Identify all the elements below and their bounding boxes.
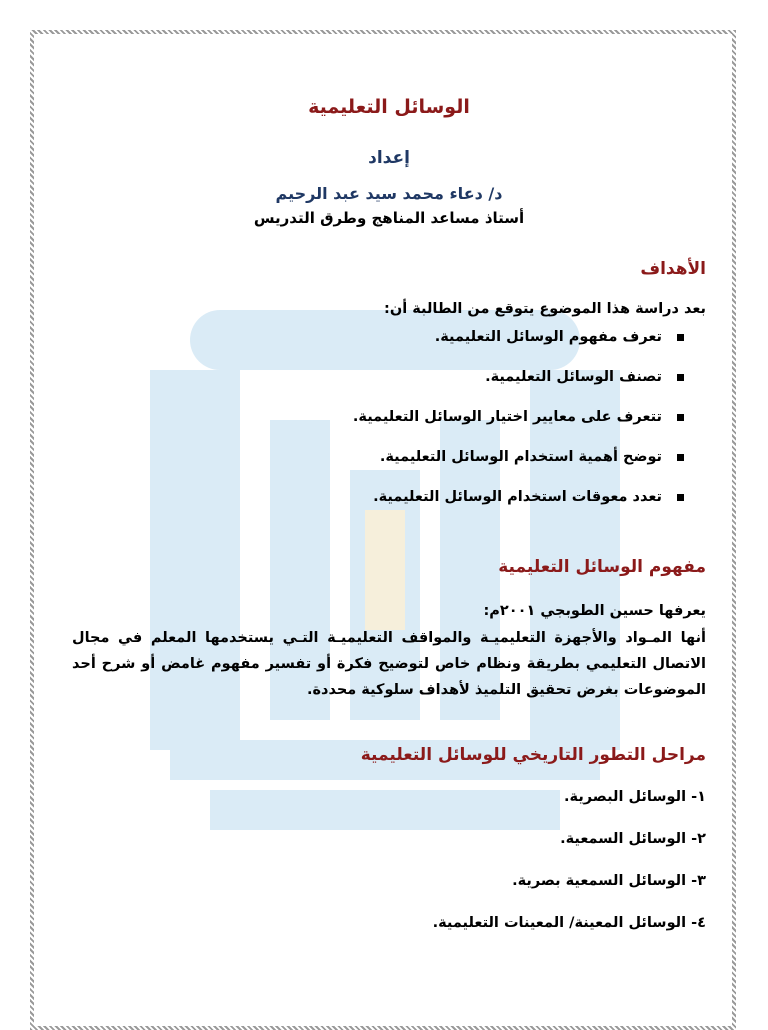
square-bullet-icon: [677, 494, 684, 501]
concept-section: [72, 557, 706, 703]
history-list: [72, 789, 706, 957]
list-item: تصنف الوسائل التعليمية.: [72, 369, 684, 409]
objectives-heading: الأهداف: [640, 259, 706, 279]
history-section: [72, 745, 706, 957]
list-item: تعدد معوقات استخدام الوسائل التعليمية.: [72, 489, 684, 529]
list-item: تعرف مفهوم الوسائل التعليمية.: [72, 329, 684, 369]
author-name: د/ دعاء محمد سيد عبد الرحيم: [275, 184, 503, 203]
list-item: ٣- الوسائل السمعية بصرية.: [512, 873, 706, 889]
list-item: ١- الوسائل البصرية.: [564, 789, 706, 805]
square-bullet-icon: [677, 334, 684, 341]
history-heading: مراحل التطور التاريخي للوسائل التعليمية: [360, 745, 706, 765]
list-item: ٢- الوسائل السمعية.: [560, 831, 706, 847]
prepared-by-label: إعداد: [368, 148, 410, 168]
square-bullet-icon: [677, 454, 684, 461]
list-item: توضح أهمية استخدام الوسائل التعليمية.: [72, 449, 684, 489]
concept-citation: يعرفها حسين الطوبجي ٢٠٠١م:: [483, 603, 706, 619]
square-bullet-icon: [677, 374, 684, 381]
objectives-intro: بعد دراسة هذا الموضوع يتوقع من الطالبة أن:: [384, 301, 706, 317]
concept-heading: مفهوم الوسائل التعليمية: [498, 557, 706, 577]
concept-definition: أنها المـواد والأجهزة التعليميـة والمواقف التعليميـة التـي يستخدمها المعلم في مجال الاتصال التعليمي بطريقة ونظام خاص لتوضيح فكرة أو تفسير مفهوم غامض أو شرح أحد الموضوعات بغرض تحقيق التلميذ لأهداف سلوكية محددة.: [72, 630, 706, 698]
objectives-section: [72, 259, 706, 529]
list-item: ٤- الوسائل المعينة/ المعينات التعليمية.: [432, 915, 706, 931]
square-bullet-icon: [677, 414, 684, 421]
objectives-list: [72, 329, 706, 529]
document-body: [72, 96, 706, 957]
list-item: تتعرف على معايير اختيار الوسائل التعليمية.: [72, 409, 684, 449]
document-title: الوسائل التعليمية: [308, 96, 470, 118]
author-role: أستاذ مساعد المناهج وطرق التدريس: [253, 209, 525, 227]
